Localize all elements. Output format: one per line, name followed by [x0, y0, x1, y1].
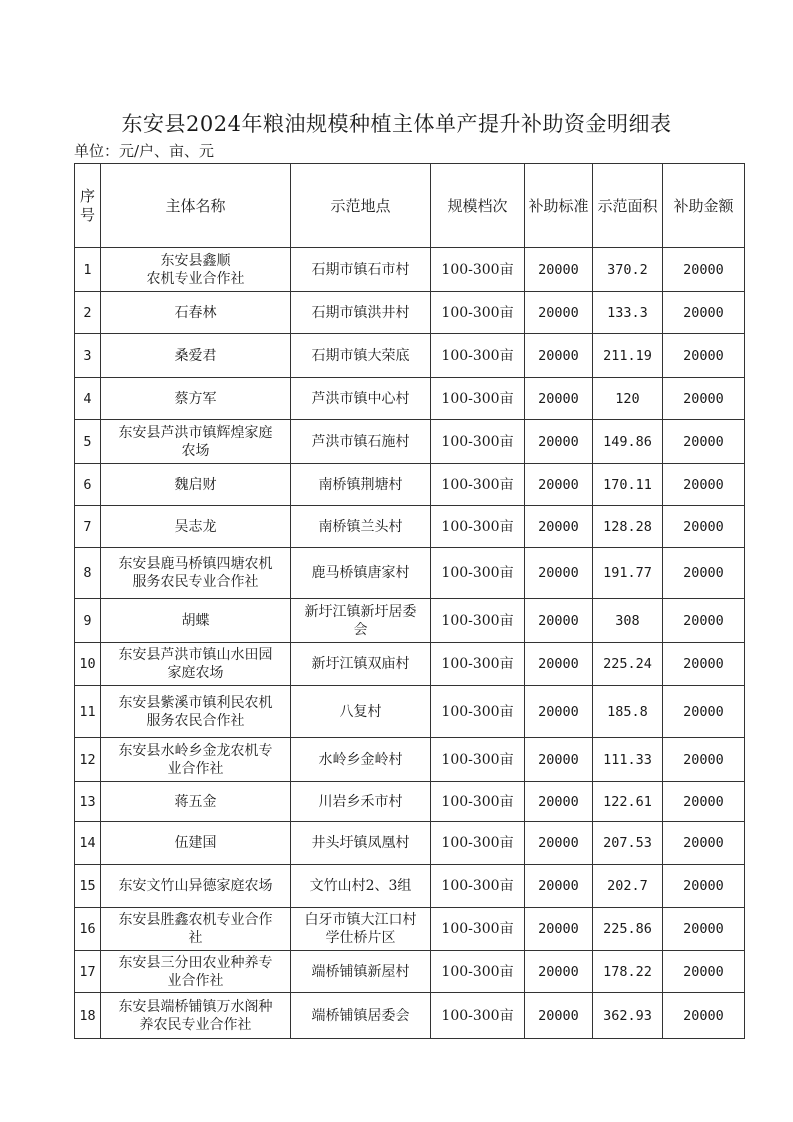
- cell-scale: 100-300亩: [431, 782, 525, 822]
- cell-scale: 100-300亩: [431, 865, 525, 908]
- cell-seq: 17: [75, 951, 101, 993]
- cell-scale: 100-300亩: [431, 993, 525, 1039]
- cell-area: 207.53: [593, 822, 663, 865]
- cell-seq: 3: [75, 334, 101, 378]
- cell-scale: 100-300亩: [431, 908, 525, 951]
- cell-seq: 4: [75, 378, 101, 420]
- cell-seq: 8: [75, 548, 101, 599]
- cell-standard: 20000: [525, 686, 593, 738]
- cell-amount: 20000: [663, 686, 745, 738]
- cell-area: 225.24: [593, 643, 663, 686]
- cell-location: 鹿马桥镇唐家村: [291, 548, 431, 599]
- cell-area: 120: [593, 378, 663, 420]
- cell-scale: 100-300亩: [431, 292, 525, 334]
- cell-location: 端桥铺镇新屋村: [291, 951, 431, 993]
- cell-name: 东安县芦洪市镇山水田园 家庭农场: [101, 643, 291, 686]
- cell-amount: 20000: [663, 599, 745, 643]
- cell-scale: 100-300亩: [431, 951, 525, 993]
- cell-scale: 100-300亩: [431, 599, 525, 643]
- cell-seq: 9: [75, 599, 101, 643]
- cell-amount: 20000: [663, 548, 745, 599]
- table-row: [75, 378, 745, 420]
- cell-area: 191.77: [593, 548, 663, 599]
- table-row: [75, 420, 745, 464]
- cell-name: 东安县鹿马桥镇四塘农机 服务农民专业合作社: [101, 548, 291, 599]
- document-title: 东安县2024年粮油规模种植主体单产提升补助资金明细表: [121, 112, 672, 136]
- cell-amount: 20000: [663, 865, 745, 908]
- subsidy-table: [74, 163, 745, 1039]
- cell-area: 178.22: [593, 951, 663, 993]
- cell-standard: 20000: [525, 378, 593, 420]
- table-row: [75, 993, 745, 1039]
- cell-area: 211.19: [593, 334, 663, 378]
- cell-amount: 20000: [663, 292, 745, 334]
- cell-amount: 20000: [663, 908, 745, 951]
- cell-seq: 18: [75, 993, 101, 1039]
- table-row: [75, 548, 745, 599]
- cell-area: 225.86: [593, 908, 663, 951]
- cell-location: 川岩乡禾市村: [291, 782, 431, 822]
- cell-location: 石期市镇洪井村: [291, 292, 431, 334]
- cell-name: 石春林: [101, 292, 291, 334]
- cell-standard: 20000: [525, 643, 593, 686]
- cell-location: 白牙市镇大江口村 学仕桥片区: [291, 908, 431, 951]
- cell-name: 蔡方军: [101, 378, 291, 420]
- table-row: [75, 643, 745, 686]
- cell-area: 370.2: [593, 248, 663, 292]
- table-row: [75, 908, 745, 951]
- cell-standard: 20000: [525, 464, 593, 506]
- cell-name: 东安县紫溪市镇利民农机 服务农民合作社: [101, 686, 291, 738]
- cell-location: 水岭乡金岭村: [291, 738, 431, 782]
- cell-standard: 20000: [525, 292, 593, 334]
- cell-location: 井头圩镇凤凰村: [291, 822, 431, 865]
- cell-seq: 14: [75, 822, 101, 865]
- cell-seq: 1: [75, 248, 101, 292]
- cell-name: 东安县三分田农业种养专 业合作社: [101, 951, 291, 993]
- cell-seq: 6: [75, 464, 101, 506]
- cell-area: 133.3: [593, 292, 663, 334]
- header-standard: 补助标准: [525, 164, 593, 248]
- cell-seq: 7: [75, 506, 101, 548]
- cell-name: 东安县端桥铺镇万水阁种 养农民专业合作社: [101, 993, 291, 1039]
- cell-seq: 16: [75, 908, 101, 951]
- cell-amount: 20000: [663, 822, 745, 865]
- cell-location: 文竹山村2、3组: [291, 865, 431, 908]
- cell-scale: 100-300亩: [431, 686, 525, 738]
- cell-location: 芦洪市镇石施村: [291, 420, 431, 464]
- cell-standard: 20000: [525, 420, 593, 464]
- cell-scale: 100-300亩: [431, 248, 525, 292]
- cell-standard: 20000: [525, 993, 593, 1039]
- table-row: [75, 865, 745, 908]
- cell-area: 308: [593, 599, 663, 643]
- unit-label: 单位：元/户、亩、元: [74, 142, 215, 160]
- cell-standard: 20000: [525, 865, 593, 908]
- table-row: [75, 738, 745, 782]
- cell-location: 芦洪市镇中心村: [291, 378, 431, 420]
- cell-scale: 100-300亩: [431, 506, 525, 548]
- cell-standard: 20000: [525, 822, 593, 865]
- table-row: [75, 506, 745, 548]
- cell-area: 185.8: [593, 686, 663, 738]
- cell-standard: 20000: [525, 599, 593, 643]
- cell-name: 吴志龙: [101, 506, 291, 548]
- header-location: 示范地点: [291, 164, 431, 248]
- cell-area: 128.28: [593, 506, 663, 548]
- cell-area: 170.11: [593, 464, 663, 506]
- cell-seq: 10: [75, 643, 101, 686]
- cell-location: 石期市镇大荣底: [291, 334, 431, 378]
- cell-standard: 20000: [525, 782, 593, 822]
- header-area: 示范面积: [593, 164, 663, 248]
- cell-scale: 100-300亩: [431, 334, 525, 378]
- cell-standard: 20000: [525, 248, 593, 292]
- cell-standard: 20000: [525, 908, 593, 951]
- table-row: [75, 464, 745, 506]
- table-row: [75, 334, 745, 378]
- cell-seq: 15: [75, 865, 101, 908]
- cell-seq: 11: [75, 686, 101, 738]
- cell-seq: 2: [75, 292, 101, 334]
- cell-seq: 13: [75, 782, 101, 822]
- cell-name: 魏启财: [101, 464, 291, 506]
- cell-name: 蒋五金: [101, 782, 291, 822]
- cell-amount: 20000: [663, 738, 745, 782]
- cell-location: 南桥镇兰头村: [291, 506, 431, 548]
- table-row: [75, 292, 745, 334]
- cell-standard: 20000: [525, 334, 593, 378]
- cell-scale: 100-300亩: [431, 464, 525, 506]
- cell-amount: 20000: [663, 951, 745, 993]
- cell-amount: 20000: [663, 782, 745, 822]
- cell-location: 新圩江镇双庙村: [291, 643, 431, 686]
- table-row: [75, 248, 745, 292]
- cell-scale: 100-300亩: [431, 643, 525, 686]
- cell-area: 362.93: [593, 993, 663, 1039]
- cell-name: 伍建国: [101, 822, 291, 865]
- header-seq: [75, 164, 101, 248]
- cell-scale: 100-300亩: [431, 822, 525, 865]
- table-body: [75, 248, 745, 1039]
- cell-location: 南桥镇荆塘村: [291, 464, 431, 506]
- cell-location: 新圩江镇新圩居委 会: [291, 599, 431, 643]
- table-row: [75, 822, 745, 865]
- cell-location: 端桥铺镇居委会: [291, 993, 431, 1039]
- cell-amount: 20000: [663, 334, 745, 378]
- cell-amount: 20000: [663, 420, 745, 464]
- header-seq-label: 序 号: [79, 186, 95, 224]
- cell-name: 东安县鑫顺 农机专业合作社: [101, 248, 291, 292]
- cell-amount: 20000: [663, 464, 745, 506]
- table-row: [75, 782, 745, 822]
- cell-standard: 20000: [525, 548, 593, 599]
- table-row: [75, 686, 745, 738]
- cell-amount: 20000: [663, 378, 745, 420]
- cell-standard: 20000: [525, 951, 593, 993]
- cell-amount: 20000: [663, 506, 745, 548]
- table-row: [75, 951, 745, 993]
- cell-name: 胡蝶: [101, 599, 291, 643]
- cell-area: 202.7: [593, 865, 663, 908]
- cell-standard: 20000: [525, 506, 593, 548]
- table-row: [75, 599, 745, 643]
- cell-area: 149.86: [593, 420, 663, 464]
- cell-amount: 20000: [663, 643, 745, 686]
- cell-scale: 100-300亩: [431, 548, 525, 599]
- cell-seq: 5: [75, 420, 101, 464]
- header-amount: 补助金额: [663, 164, 745, 248]
- cell-scale: 100-300亩: [431, 738, 525, 782]
- cell-scale: 100-300亩: [431, 378, 525, 420]
- cell-amount: 20000: [663, 993, 745, 1039]
- table-header-row: [75, 164, 745, 248]
- cell-name: 东安县水岭乡金龙农机专 业合作社: [101, 738, 291, 782]
- cell-name: 东安县芦洪市镇辉煌家庭 农场: [101, 420, 291, 464]
- cell-amount: 20000: [663, 248, 745, 292]
- cell-area: 122.61: [593, 782, 663, 822]
- header-name: 主体名称: [101, 164, 291, 248]
- cell-area: 111.33: [593, 738, 663, 782]
- cell-name: 东安文竹山异德家庭农场: [101, 865, 291, 908]
- cell-standard: 20000: [525, 738, 593, 782]
- cell-location: 石期市镇石市村: [291, 248, 431, 292]
- cell-name: 东安县胜鑫农机专业合作 社: [101, 908, 291, 951]
- header-scale: 规模档次: [431, 164, 525, 248]
- cell-name: 桑爱君: [101, 334, 291, 378]
- cell-seq: 12: [75, 738, 101, 782]
- cell-location: 八复村: [291, 686, 431, 738]
- cell-scale: 100-300亩: [431, 420, 525, 464]
